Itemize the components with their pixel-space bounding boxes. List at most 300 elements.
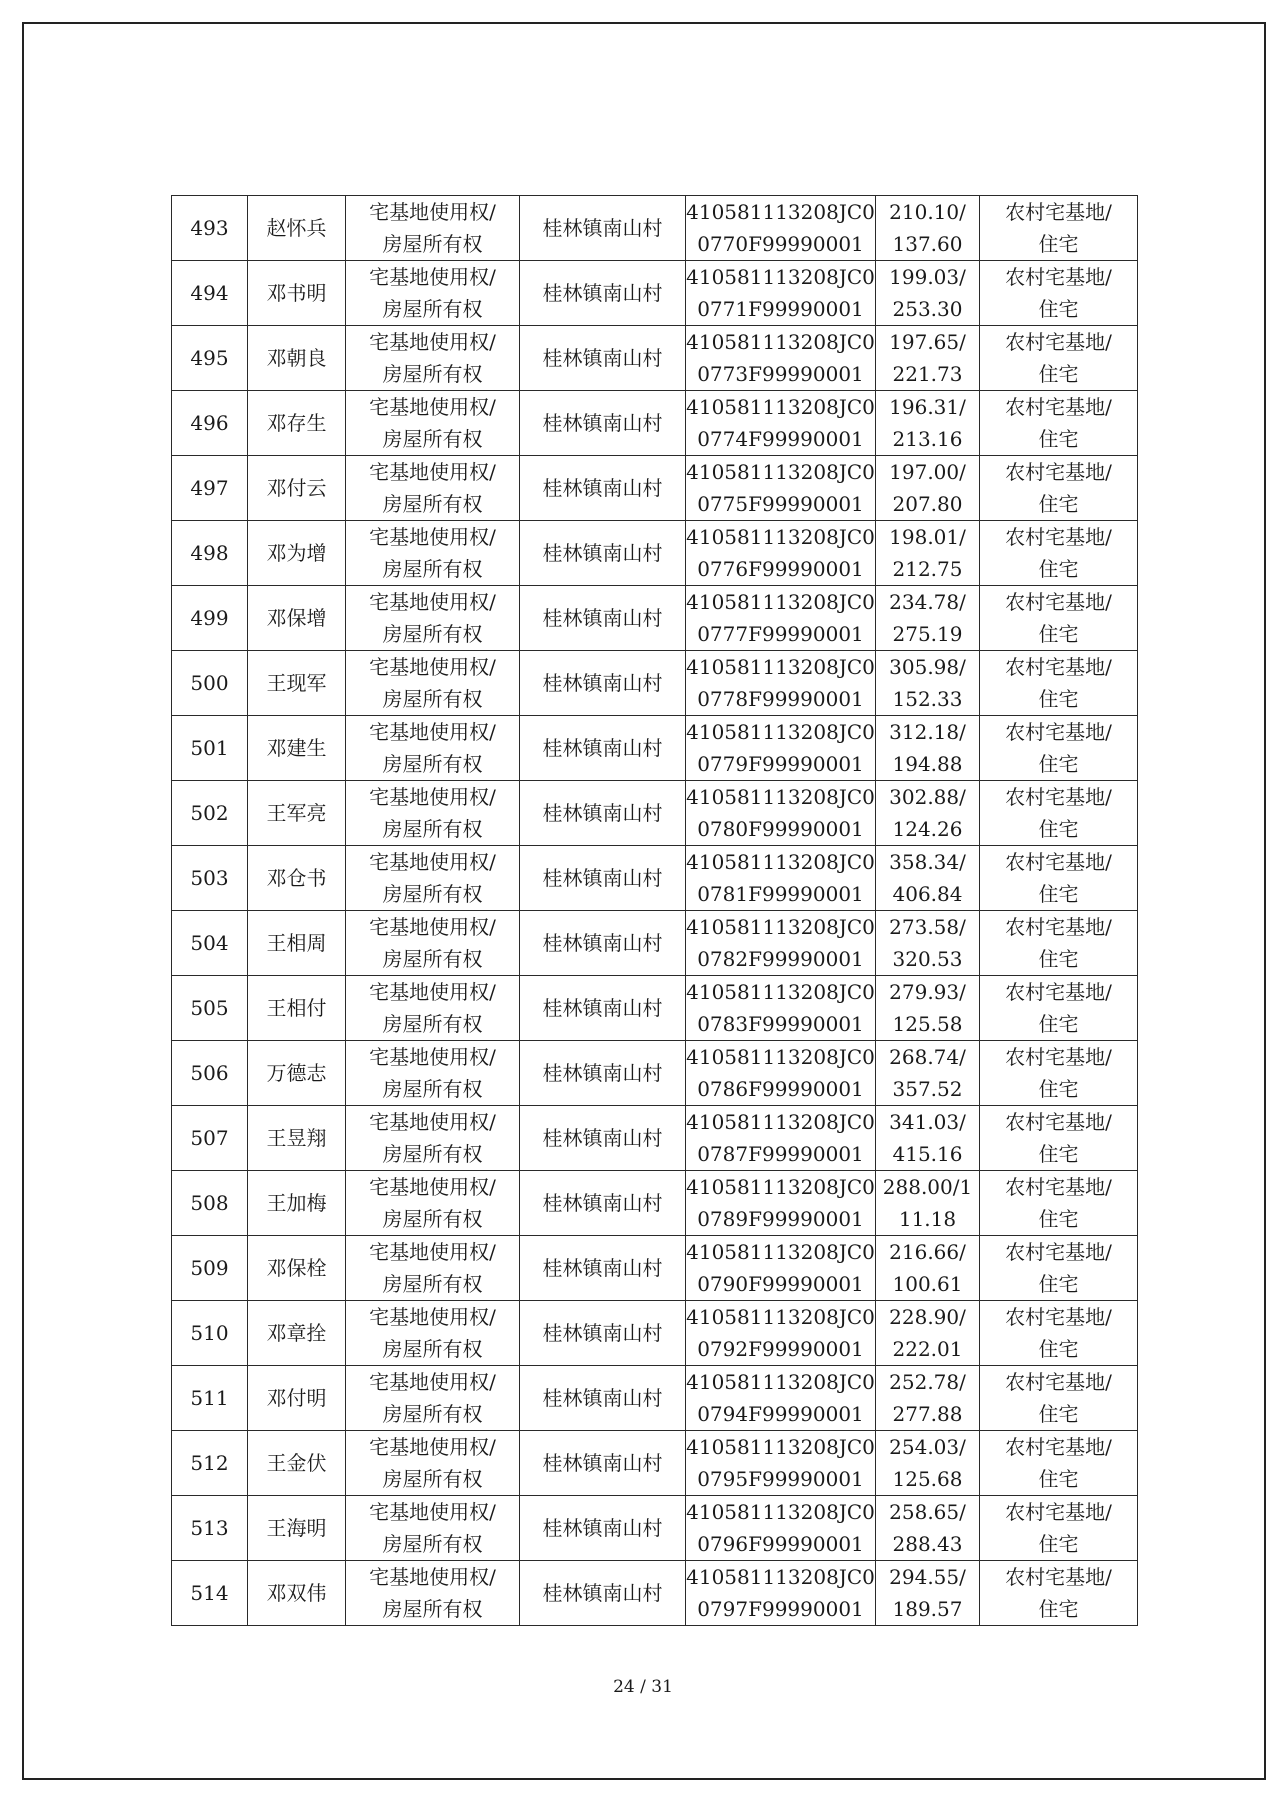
parcel-code-line: 410581113208JC0	[686, 525, 875, 549]
location-cell: 桂林镇南山村	[520, 1496, 686, 1561]
parcel-code-line: 0786F99990001	[697, 1077, 864, 1101]
location-cell: 桂林镇南山村	[520, 781, 686, 846]
parcel-code-cell	[686, 1041, 876, 1106]
parcel-code-cell	[686, 326, 876, 391]
parcel-code-cell	[686, 196, 876, 261]
owner-name-cell: 邓建生	[248, 716, 346, 781]
parcel-code-line: 410581113208JC0	[686, 330, 875, 354]
area-line: 212.75	[892, 557, 963, 581]
location-cell: 桂林镇南山村	[520, 261, 686, 326]
record-number-cell: 511	[172, 1366, 248, 1431]
area-line: 228.90/	[889, 1305, 966, 1329]
land-use-line: 农村宅基地/	[1005, 1045, 1112, 1069]
parcel-code-line: 0778F99990001	[697, 687, 864, 711]
parcel-code-line: 0771F99990001	[697, 297, 864, 321]
owner-name-cell: 邓书明	[248, 261, 346, 326]
area-cell	[876, 521, 980, 586]
parcel-code-line: 0781F99990001	[697, 882, 864, 906]
right-type-line: 房屋所有权	[382, 947, 483, 971]
area-line: 198.01/	[889, 525, 966, 549]
land-use-line: 住宅	[1038, 947, 1079, 971]
owner-name-cell: 邓仓书	[248, 846, 346, 911]
right-type-cell	[346, 1106, 520, 1171]
location-cell: 桂林镇南山村	[520, 716, 686, 781]
location-cell: 桂林镇南山村	[520, 1236, 686, 1301]
parcel-code-line: 410581113208JC0	[686, 1435, 875, 1459]
right-type-cell	[346, 391, 520, 456]
right-type-line: 宅基地使用权/	[369, 525, 496, 549]
table-row	[172, 1561, 1138, 1626]
right-type-line: 宅基地使用权/	[369, 655, 496, 679]
record-number-cell: 499	[172, 586, 248, 651]
area-cell	[876, 456, 980, 521]
land-use-line: 住宅	[1038, 1402, 1079, 1426]
land-use-cell	[980, 716, 1138, 781]
right-type-line: 房屋所有权	[382, 1337, 483, 1361]
parcel-code-line: 410581113208JC0	[686, 1110, 875, 1134]
parcel-code-line: 410581113208JC0	[686, 1370, 875, 1394]
area-cell	[876, 1496, 980, 1561]
area-cell	[876, 1171, 980, 1236]
table-row	[172, 1106, 1138, 1171]
land-use-line: 住宅	[1038, 1207, 1079, 1231]
right-type-line: 房屋所有权	[382, 1012, 483, 1036]
area-line: 252.78/	[889, 1370, 966, 1394]
location-cell: 桂林镇南山村	[520, 326, 686, 391]
area-line: 305.98/	[889, 655, 966, 679]
table-row	[172, 976, 1138, 1041]
record-number-cell: 501	[172, 716, 248, 781]
table-row	[172, 651, 1138, 716]
right-type-cell	[346, 651, 520, 716]
right-type-cell	[346, 1496, 520, 1561]
owner-name-cell: 邓付明	[248, 1366, 346, 1431]
land-use-line: 农村宅基地/	[1005, 265, 1112, 289]
parcel-code-line: 0797F99990001	[697, 1597, 864, 1621]
right-type-line: 房屋所有权	[382, 232, 483, 256]
land-use-line: 农村宅基地/	[1005, 720, 1112, 744]
land-use-cell	[980, 1171, 1138, 1236]
area-cell	[876, 261, 980, 326]
land-use-cell	[980, 781, 1138, 846]
record-number-cell: 513	[172, 1496, 248, 1561]
right-type-line: 宅基地使用权/	[369, 265, 496, 289]
record-number-cell: 495	[172, 326, 248, 391]
land-use-line: 住宅	[1038, 1077, 1079, 1101]
area-line: 210.10/	[889, 200, 966, 224]
location-cell: 桂林镇南山村	[520, 1561, 686, 1626]
right-type-line: 房屋所有权	[382, 882, 483, 906]
owner-name-cell: 王加梅	[248, 1171, 346, 1236]
location-cell: 桂林镇南山村	[520, 391, 686, 456]
record-number-cell: 502	[172, 781, 248, 846]
area-line: 11.18	[898, 1207, 957, 1231]
record-number-cell: 505	[172, 976, 248, 1041]
right-type-cell	[346, 326, 520, 391]
area-cell	[876, 1366, 980, 1431]
owner-name-cell: 王金伏	[248, 1431, 346, 1496]
table-row	[172, 1301, 1138, 1366]
area-cell	[876, 1431, 980, 1496]
parcel-code-line: 410581113208JC0	[686, 1305, 875, 1329]
right-type-cell	[346, 1041, 520, 1106]
right-type-line: 宅基地使用权/	[369, 720, 496, 744]
table-row	[172, 261, 1138, 326]
location-cell: 桂林镇南山村	[520, 651, 686, 716]
area-line: 275.19	[892, 622, 963, 646]
parcel-code-line: 0770F99990001	[697, 232, 864, 256]
record-number-cell: 500	[172, 651, 248, 716]
parcel-code-cell	[686, 1301, 876, 1366]
owner-name-cell: 王军亮	[248, 781, 346, 846]
area-line: 273.58/	[889, 915, 966, 939]
right-type-cell	[346, 781, 520, 846]
location-cell: 桂林镇南山村	[520, 846, 686, 911]
record-number-cell: 512	[172, 1431, 248, 1496]
table-row	[172, 781, 1138, 846]
area-line: 253.30	[892, 297, 963, 321]
right-type-cell	[346, 521, 520, 586]
owner-name-cell: 邓存生	[248, 391, 346, 456]
right-type-line: 宅基地使用权/	[369, 1370, 496, 1394]
area-line: 213.16	[892, 427, 963, 451]
table-row	[172, 716, 1138, 781]
owner-name-cell: 邓章拴	[248, 1301, 346, 1366]
area-line: 197.65/	[889, 330, 966, 354]
right-type-line: 房屋所有权	[382, 1402, 483, 1426]
parcel-code-line: 410581113208JC0	[686, 395, 875, 419]
parcel-code-cell	[686, 1171, 876, 1236]
parcel-code-line: 410581113208JC0	[686, 785, 875, 809]
record-number-cell: 497	[172, 456, 248, 521]
record-number-cell: 510	[172, 1301, 248, 1366]
owner-name-cell: 邓付云	[248, 456, 346, 521]
land-use-line: 住宅	[1038, 1467, 1079, 1491]
land-use-line: 住宅	[1038, 1142, 1079, 1166]
parcel-code-line: 410581113208JC0	[686, 590, 875, 614]
right-type-line: 宅基地使用权/	[369, 590, 496, 614]
land-use-line: 住宅	[1038, 557, 1079, 581]
right-type-line: 宅基地使用权/	[369, 1565, 496, 1589]
location-cell: 桂林镇南山村	[520, 1171, 686, 1236]
area-line: 207.80	[892, 492, 963, 516]
parcel-code-line: 410581113208JC0	[686, 850, 875, 874]
land-use-line: 住宅	[1038, 1337, 1079, 1361]
parcel-code-line: 0796F99990001	[697, 1532, 864, 1556]
parcel-code-cell	[686, 1106, 876, 1171]
land-use-cell	[980, 1301, 1138, 1366]
parcel-code-line: 0774F99990001	[697, 427, 864, 451]
location-cell: 桂林镇南山村	[520, 196, 686, 261]
right-type-line: 宅基地使用权/	[369, 850, 496, 874]
record-number-cell: 514	[172, 1561, 248, 1626]
parcel-code-cell	[686, 911, 876, 976]
right-type-line: 房屋所有权	[382, 1077, 483, 1101]
owner-name-cell: 王海明	[248, 1496, 346, 1561]
parcel-code-cell	[686, 261, 876, 326]
right-type-line: 宅基地使用权/	[369, 330, 496, 354]
area-line: 279.93/	[889, 980, 966, 1004]
owner-name-cell: 邓朝良	[248, 326, 346, 391]
land-use-line: 农村宅基地/	[1005, 1565, 1112, 1589]
parcel-code-line: 0787F99990001	[697, 1142, 864, 1166]
table-row	[172, 326, 1138, 391]
table-row	[172, 196, 1138, 261]
area-line: 152.33	[892, 687, 963, 711]
land-use-cell	[980, 521, 1138, 586]
right-type-line: 房屋所有权	[382, 1142, 483, 1166]
land-use-line: 住宅	[1038, 1012, 1079, 1036]
area-line: 358.34/	[889, 850, 966, 874]
parcel-code-cell	[686, 521, 876, 586]
right-type-line: 房屋所有权	[382, 362, 483, 386]
parcel-code-cell	[686, 1431, 876, 1496]
area-line: 258.65/	[889, 1500, 966, 1524]
area-line: 194.88	[892, 752, 963, 776]
right-type-cell	[346, 1171, 520, 1236]
area-line: 234.78/	[889, 590, 966, 614]
right-type-line: 宅基地使用权/	[369, 915, 496, 939]
parcel-code-line: 0773F99990001	[697, 362, 864, 386]
area-line: 288.43	[892, 1532, 963, 1556]
area-line: 302.88/	[889, 785, 966, 809]
record-number-cell: 494	[172, 261, 248, 326]
right-type-line: 房屋所有权	[382, 622, 483, 646]
parcel-code-line: 410581113208JC0	[686, 915, 875, 939]
land-use-cell	[980, 1366, 1138, 1431]
parcel-code-line: 0792F99990001	[697, 1337, 864, 1361]
parcel-code-cell	[686, 391, 876, 456]
table-row	[172, 586, 1138, 651]
page-number: 24 / 31	[613, 1677, 673, 1697]
parcel-code-cell	[686, 716, 876, 781]
location-cell: 桂林镇南山村	[520, 456, 686, 521]
right-type-line: 宅基地使用权/	[369, 1045, 496, 1069]
land-use-line: 住宅	[1038, 687, 1079, 711]
area-line: 196.31/	[889, 395, 966, 419]
right-type-line: 宅基地使用权/	[369, 395, 496, 419]
land-use-line: 住宅	[1038, 362, 1079, 386]
owner-name-cell: 邓保栓	[248, 1236, 346, 1301]
area-line: 320.53	[892, 947, 963, 971]
area-line: 268.74/	[889, 1045, 966, 1069]
land-use-line: 农村宅基地/	[1005, 655, 1112, 679]
land-use-line: 农村宅基地/	[1005, 525, 1112, 549]
parcel-code-line: 0780F99990001	[697, 817, 864, 841]
land-use-line: 农村宅基地/	[1005, 1240, 1112, 1264]
area-cell	[876, 1561, 980, 1626]
area-line: 312.18/	[889, 720, 966, 744]
land-use-line: 农村宅基地/	[1005, 1175, 1112, 1199]
record-number-cell: 504	[172, 911, 248, 976]
parcel-code-line: 0783F99990001	[697, 1012, 864, 1036]
table-row	[172, 1171, 1138, 1236]
right-type-line: 房屋所有权	[382, 557, 483, 581]
area-cell	[876, 1301, 980, 1366]
right-type-cell	[346, 456, 520, 521]
right-type-line: 宅基地使用权/	[369, 1435, 496, 1459]
location-cell: 桂林镇南山村	[520, 976, 686, 1041]
table-body	[172, 196, 1138, 1626]
area-cell	[876, 911, 980, 976]
parcel-code-line: 410581113208JC0	[686, 1175, 875, 1199]
area-line: 137.60	[892, 232, 963, 256]
area-line: 197.00/	[889, 460, 966, 484]
owner-name-cell: 邓保增	[248, 586, 346, 651]
area-cell	[876, 846, 980, 911]
land-use-cell	[980, 1496, 1138, 1561]
area-cell	[876, 1041, 980, 1106]
land-use-cell	[980, 1041, 1138, 1106]
parcel-code-cell	[686, 1366, 876, 1431]
right-type-line: 房屋所有权	[382, 752, 483, 776]
parcel-code-cell	[686, 846, 876, 911]
land-use-line: 住宅	[1038, 1532, 1079, 1556]
area-line: 406.84	[892, 882, 963, 906]
area-line: 222.01	[892, 1337, 963, 1361]
area-cell	[876, 391, 980, 456]
parcel-code-line: 410581113208JC0	[686, 1240, 875, 1264]
land-use-cell	[980, 1236, 1138, 1301]
land-use-cell	[980, 261, 1138, 326]
parcel-code-line: 410581113208JC0	[686, 980, 875, 1004]
table-row	[172, 1431, 1138, 1496]
right-type-cell	[346, 976, 520, 1041]
location-cell: 桂林镇南山村	[520, 1041, 686, 1106]
land-use-cell	[980, 196, 1138, 261]
right-type-cell	[346, 911, 520, 976]
owner-name-cell: 万德志	[248, 1041, 346, 1106]
area-line: 341.03/	[889, 1110, 966, 1134]
parcel-code-line: 0779F99990001	[697, 752, 864, 776]
right-type-cell	[346, 261, 520, 326]
parcel-code-line: 0794F99990001	[697, 1402, 864, 1426]
land-use-line: 农村宅基地/	[1005, 330, 1112, 354]
land-use-line: 农村宅基地/	[1005, 1370, 1112, 1394]
right-type-line: 房屋所有权	[382, 1467, 483, 1491]
land-use-cell	[980, 456, 1138, 521]
right-type-cell	[346, 586, 520, 651]
record-number-cell: 507	[172, 1106, 248, 1171]
area-line: 125.68	[892, 1467, 963, 1491]
right-type-line: 房屋所有权	[382, 1532, 483, 1556]
parcel-code-line: 0775F99990001	[697, 492, 864, 516]
parcel-code-line: 410581113208JC0	[686, 655, 875, 679]
parcel-code-line: 0790F99990001	[697, 1272, 864, 1296]
property-registry-table	[171, 195, 1138, 1626]
owner-name-cell: 王现军	[248, 651, 346, 716]
land-use-cell	[980, 586, 1138, 651]
parcel-code-line: 410581113208JC0	[686, 1045, 875, 1069]
land-use-line: 住宅	[1038, 297, 1079, 321]
area-line: 100.61	[892, 1272, 963, 1296]
land-use-line: 农村宅基地/	[1005, 1435, 1112, 1459]
record-number-cell: 503	[172, 846, 248, 911]
table-row	[172, 1236, 1138, 1301]
land-use-line: 农村宅基地/	[1005, 590, 1112, 614]
right-type-line: 宅基地使用权/	[369, 1110, 496, 1134]
land-use-line: 住宅	[1038, 1272, 1079, 1296]
parcel-code-cell	[686, 456, 876, 521]
parcel-code-line: 410581113208JC0	[686, 265, 875, 289]
area-line: 216.66/	[889, 1240, 966, 1264]
right-type-line: 宅基地使用权/	[369, 1175, 496, 1199]
table-row	[172, 456, 1138, 521]
area-line: 288.00/1	[882, 1175, 973, 1199]
right-type-line: 房屋所有权	[382, 817, 483, 841]
area-cell	[876, 651, 980, 716]
right-type-line: 房屋所有权	[382, 1207, 483, 1231]
table-row	[172, 846, 1138, 911]
record-number-cell: 493	[172, 196, 248, 261]
right-type-line: 房屋所有权	[382, 297, 483, 321]
parcel-code-cell	[686, 976, 876, 1041]
land-use-line: 农村宅基地/	[1005, 915, 1112, 939]
area-cell	[876, 1236, 980, 1301]
table-row	[172, 1041, 1138, 1106]
right-type-line: 房屋所有权	[382, 1272, 483, 1296]
parcel-code-cell	[686, 1561, 876, 1626]
area-line: 221.73	[892, 362, 963, 386]
table-row	[172, 911, 1138, 976]
owner-name-cell: 王相周	[248, 911, 346, 976]
land-use-line: 住宅	[1038, 232, 1079, 256]
parcel-code-line: 410581113208JC0	[686, 1565, 875, 1589]
location-cell: 桂林镇南山村	[520, 586, 686, 651]
land-use-cell	[980, 1431, 1138, 1496]
right-type-line: 房屋所有权	[382, 492, 483, 516]
land-use-line: 住宅	[1038, 1597, 1079, 1621]
land-use-line: 农村宅基地/	[1005, 1110, 1112, 1134]
right-type-line: 房屋所有权	[382, 1597, 483, 1621]
land-use-cell	[980, 976, 1138, 1041]
right-type-cell	[346, 716, 520, 781]
land-use-line: 住宅	[1038, 817, 1079, 841]
land-use-cell	[980, 1561, 1138, 1626]
table-row	[172, 391, 1138, 456]
right-type-line: 宅基地使用权/	[369, 460, 496, 484]
land-use-line: 农村宅基地/	[1005, 1305, 1112, 1329]
area-line: 277.88	[892, 1402, 963, 1426]
area-line: 357.52	[892, 1077, 963, 1101]
right-type-cell	[346, 846, 520, 911]
area-cell	[876, 326, 980, 391]
parcel-code-line: 0777F99990001	[697, 622, 864, 646]
location-cell: 桂林镇南山村	[520, 1106, 686, 1171]
right-type-line: 宅基地使用权/	[369, 1500, 496, 1524]
location-cell: 桂林镇南山村	[520, 1431, 686, 1496]
area-line: 199.03/	[889, 265, 966, 289]
record-number-cell: 506	[172, 1041, 248, 1106]
land-use-line: 农村宅基地/	[1005, 850, 1112, 874]
area-cell	[876, 196, 980, 261]
land-use-line: 农村宅基地/	[1005, 460, 1112, 484]
parcel-code-line: 410581113208JC0	[686, 1500, 875, 1524]
right-type-line: 宅基地使用权/	[369, 200, 496, 224]
owner-name-cell: 赵怀兵	[248, 196, 346, 261]
table-row	[172, 521, 1138, 586]
area-cell	[876, 586, 980, 651]
land-use-cell	[980, 651, 1138, 716]
right-type-cell	[346, 1301, 520, 1366]
right-type-cell	[346, 1236, 520, 1301]
parcel-code-line: 410581113208JC0	[686, 200, 875, 224]
parcel-code-cell	[686, 1496, 876, 1561]
owner-name-cell: 王昱翔	[248, 1106, 346, 1171]
parcel-code-line: 0776F99990001	[697, 557, 864, 581]
area-line: 415.16	[892, 1142, 963, 1166]
owner-name-cell: 王相付	[248, 976, 346, 1041]
